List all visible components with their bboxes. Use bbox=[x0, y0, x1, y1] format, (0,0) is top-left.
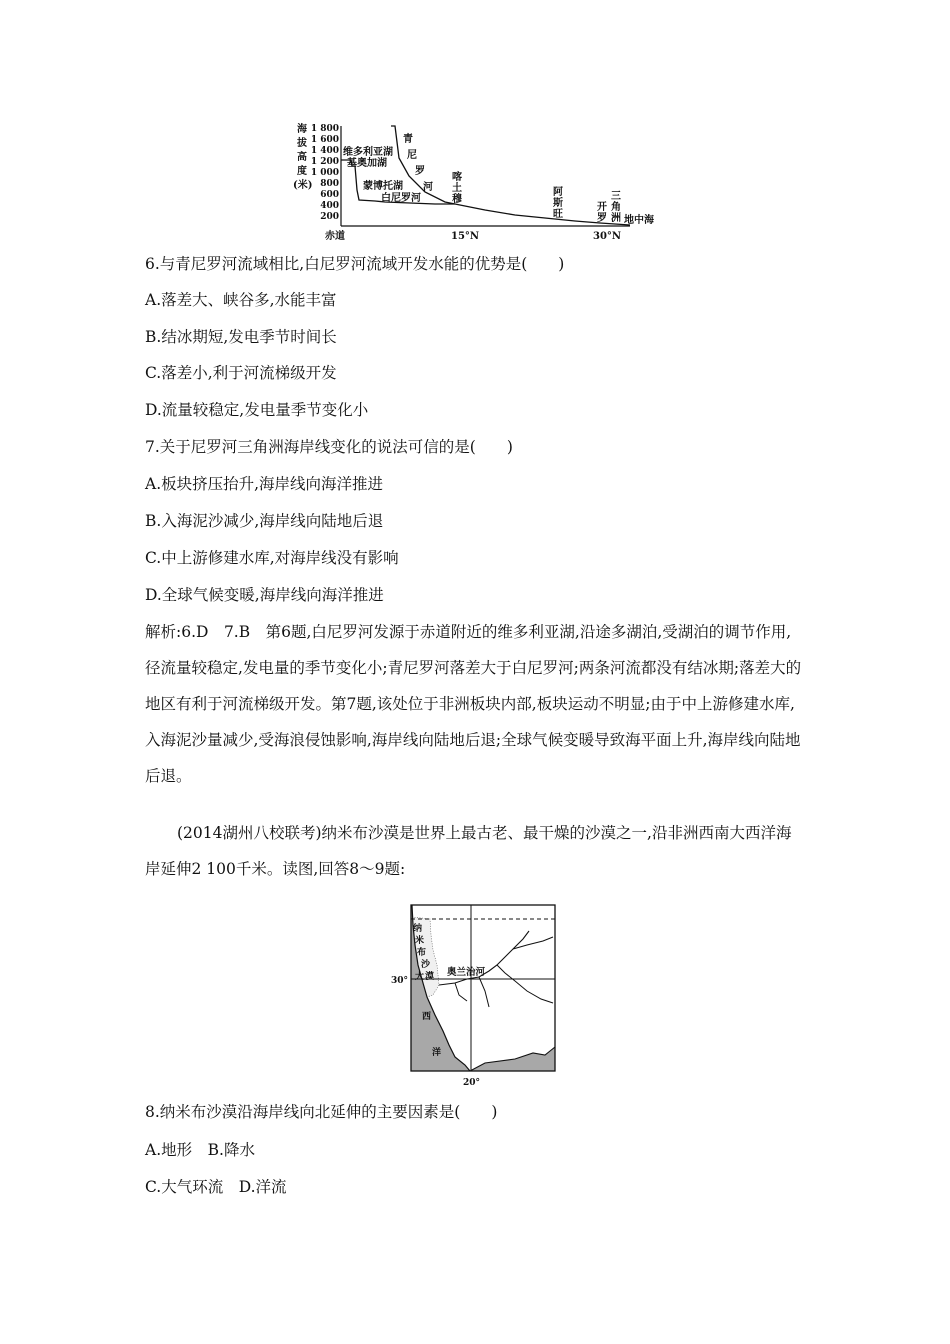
namib-map-figure bbox=[355, 895, 570, 1090]
y-axis-ticks bbox=[311, 124, 339, 222]
y-tick: 800 bbox=[320, 179, 339, 189]
y-tick: 1 000 bbox=[310, 168, 339, 178]
y-tick: 1 800 bbox=[310, 124, 339, 134]
q8-options-cd: C.大气环流 D.洋流 bbox=[145, 1178, 287, 1196]
q7-option-a: A.板块挤压抬升,海岸线向海洋推进 bbox=[145, 475, 384, 493]
label-aswan: 阿 bbox=[553, 187, 563, 198]
q6-option-c: C.落差小,利于河流梯级开发 bbox=[145, 364, 337, 382]
label-desert: 布 bbox=[417, 948, 427, 958]
label-khartoum: 土 bbox=[452, 183, 462, 194]
label-orange-river: 奥兰治河 bbox=[447, 967, 486, 978]
label-delta: 三 bbox=[611, 191, 621, 202]
q7-stem: 7.关于尼罗河三角洲海岸线变化的说法可信的是( ) bbox=[145, 438, 513, 456]
label-victoria: 维多利亚湖 bbox=[343, 147, 393, 158]
label-desert: 纳 bbox=[413, 924, 423, 934]
label-aswan: 旺 bbox=[553, 209, 563, 220]
q8-stem: 8.纳米布沙漠沿海岸线向北延伸的主要因素是( ) bbox=[145, 1103, 498, 1121]
label-albert: 蒙博托湖 bbox=[363, 181, 403, 192]
label-aswan: 斯 bbox=[553, 198, 563, 209]
label-latitude: 30° bbox=[391, 976, 409, 986]
label-cairo: 罗 bbox=[597, 213, 607, 224]
label-khartoum: 喀 bbox=[452, 172, 462, 183]
y-tick: 1 600 bbox=[310, 135, 339, 145]
label-delta: 角 bbox=[611, 202, 621, 213]
label-cairo: 开 bbox=[597, 202, 607, 213]
label-ocean: 大 bbox=[415, 972, 425, 982]
river-tributary bbox=[455, 983, 467, 1001]
x-tick: 30°N bbox=[593, 231, 622, 242]
analysis-paragraph: 解析:6.D 7.B 第6题,白尼罗河发源于赤道附近的维多利亚湖,沿途多湖泊,受湖泊的调节作用,径流量较稳定,发电量的季节变化小;青尼罗河落差大于白尼罗河;两条河流都没有结冰期;落差大的地区有利于河流梯级开发。第7题,该处位于非洲板块内部,板块运动不明显;由于中上游修建水库,入海泥沙量减少,受海浪侵蚀影响,海岸线向陆地后退;全球气候变暖导致海平面上升,海岸线向陆地后退。 bbox=[145, 623, 802, 785]
x-axis-ticks bbox=[325, 229, 621, 242]
q6-option-b: B.结冰期短,发电季节时间长 bbox=[145, 328, 337, 346]
label-mediterranean: 地中海 bbox=[624, 215, 654, 226]
label-desert: 漠 bbox=[425, 972, 435, 982]
label-blue-nile: 河 bbox=[423, 182, 433, 193]
label-khartoum: 穆 bbox=[452, 194, 462, 205]
label-desert: 沙 bbox=[421, 960, 431, 970]
q6-option-d: D.流量较稳定,发电量季节变化小 bbox=[145, 401, 369, 419]
river-tributary bbox=[497, 965, 553, 1003]
q7-option-d: D.全球气候变暖,海岸线向海洋推进 bbox=[145, 586, 384, 604]
y-tick: 400 bbox=[320, 201, 339, 211]
y-title-char: 高 bbox=[297, 152, 307, 163]
q6-option-a: A.落差大、峡谷多,水能丰富 bbox=[145, 291, 337, 309]
label-blue-nile: 尼 bbox=[407, 150, 417, 161]
label-kyoga: 基奥加湖 bbox=[347, 158, 387, 169]
y-title-char: 拔 bbox=[297, 138, 307, 149]
label-ocean: 西 bbox=[422, 1012, 432, 1022]
q7-option-b: B.入海泥沙减少,海岸线向陆地后退 bbox=[145, 512, 384, 530]
intro-paragraph: (2014湖州八校联考)纳米布沙漠是世界上最古老、最干燥的沙漠之一,沿非洲西南大西洋海岸延伸2 100千米。读图,回答8～9题: bbox=[145, 824, 792, 878]
y-title-char: 度 bbox=[297, 166, 307, 177]
label-delta: 洲 bbox=[611, 213, 621, 224]
x-tick: 15°N bbox=[451, 231, 480, 242]
x-tick: 赤道 bbox=[325, 231, 345, 242]
q7-option-c: C.中上游修建水库,对海岸线没有影响 bbox=[145, 549, 399, 567]
y-tick: 1 200 bbox=[310, 157, 339, 167]
y-axis-title bbox=[293, 122, 312, 191]
y-tick: 1 400 bbox=[310, 146, 339, 156]
label-ocean: 洋 bbox=[432, 1048, 442, 1058]
q6-stem: 6.与青尼罗河流域相比,白尼罗河流域开发水能的优势是( ) bbox=[145, 255, 565, 273]
label-white-nile: 白尼罗河 bbox=[381, 193, 421, 204]
y-title-char: 海 bbox=[297, 124, 307, 135]
y-title-char: (米) bbox=[293, 180, 313, 191]
label-blue-nile: 罗 bbox=[415, 166, 425, 177]
river-tributary bbox=[479, 977, 489, 1007]
label-longitude: 20° bbox=[463, 1078, 481, 1088]
y-tick: 200 bbox=[320, 212, 339, 222]
y-tick: 600 bbox=[320, 190, 339, 200]
q8-options-ab: A.地形 B.降水 bbox=[145, 1141, 255, 1159]
nile-profile-figure bbox=[285, 118, 665, 243]
label-desert: 米 bbox=[415, 936, 425, 946]
label-blue-nile: 青 bbox=[403, 134, 413, 145]
